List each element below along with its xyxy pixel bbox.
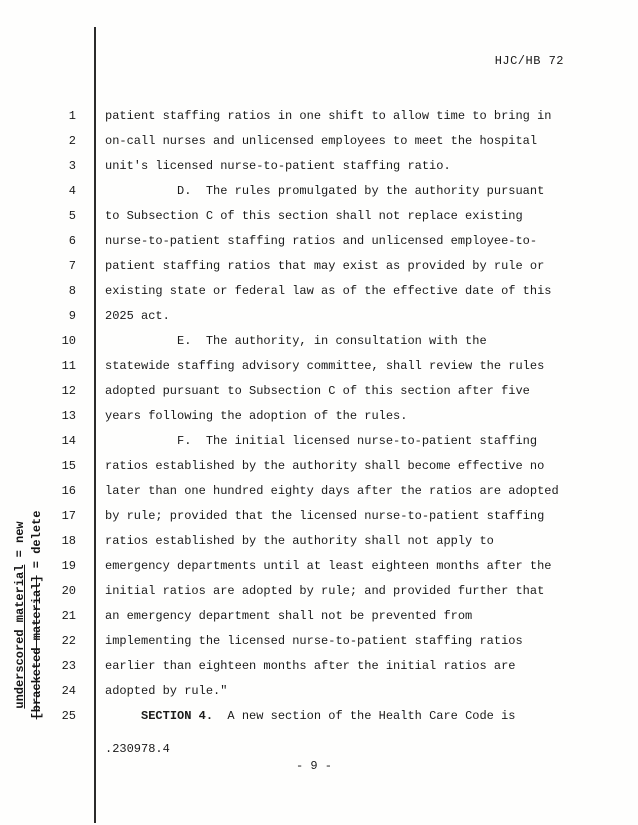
bill-line bbox=[0, 504, 638, 529]
bill-line bbox=[0, 604, 638, 629]
bill-line bbox=[0, 629, 638, 654]
line-number: 14 bbox=[61, 434, 76, 448]
line-number: 18 bbox=[61, 534, 76, 548]
bill-line bbox=[0, 304, 638, 329]
line-text: SECTION 4. A new section of the Health Care Code is bbox=[141, 709, 516, 723]
line-number: 15 bbox=[61, 459, 76, 473]
line-text: 2025 act. bbox=[105, 309, 170, 323]
line-number: 16 bbox=[61, 484, 76, 498]
bill-line bbox=[0, 279, 638, 304]
line-number: 19 bbox=[61, 559, 76, 573]
line-number: 10 bbox=[61, 334, 76, 348]
line-text: D. The rules promulgated by the authority pursuant bbox=[105, 184, 545, 198]
line-text: an emergency department shall not be prevented from bbox=[105, 609, 473, 623]
legend-new-styled: underscored material bbox=[13, 564, 27, 709]
legend-new-suffix: = new bbox=[13, 521, 27, 565]
line-text: emergency departments until at least eighteen months after the bbox=[105, 559, 552, 573]
bill-line bbox=[0, 154, 638, 179]
bill-line bbox=[0, 354, 638, 379]
line-number: 9 bbox=[68, 309, 76, 323]
line-text: existing state or federal law as of the effective date of this bbox=[105, 284, 552, 298]
line-number: 20 bbox=[61, 584, 76, 598]
section-heading: SECTION 4. bbox=[141, 709, 214, 723]
bill-line bbox=[0, 204, 638, 229]
bill-line bbox=[0, 679, 638, 704]
line-number: 22 bbox=[61, 634, 76, 648]
bill-line bbox=[0, 379, 638, 404]
line-text: adopted pursuant to Subsection C of this section after five bbox=[105, 384, 530, 398]
line-number: 13 bbox=[61, 409, 76, 423]
line-text: ratios established by the authority shall become effective no bbox=[105, 459, 545, 473]
line-number: 21 bbox=[61, 609, 76, 623]
line-text: to Subsection C of this section shall not replace existing bbox=[105, 209, 523, 223]
line-text: F. The initial licensed nurse-to-patient staffing bbox=[105, 434, 538, 448]
bill-text-lines bbox=[0, 104, 638, 729]
line-number: 2 bbox=[68, 134, 76, 148]
bill-line bbox=[0, 579, 638, 604]
bill-line bbox=[0, 329, 638, 354]
line-number: 12 bbox=[61, 384, 76, 398]
doc-reference: HJC/HB 72 bbox=[494, 54, 564, 68]
line-text: unit's licensed nurse-to-patient staffing ratio. bbox=[105, 159, 451, 173]
line-text: ratios established by the authority shall not apply to bbox=[105, 534, 494, 548]
bill-line bbox=[0, 429, 638, 454]
file-reference: .230978.4 bbox=[105, 742, 170, 756]
line-text: implementing the licensed nurse-to-patient staffing ratios bbox=[105, 634, 523, 648]
bill-line bbox=[0, 179, 638, 204]
legend-delete-styled: [bracketed material] bbox=[30, 575, 44, 720]
bill-line bbox=[0, 454, 638, 479]
line-number: 11 bbox=[61, 359, 76, 373]
legend-delete-suffix: = delete bbox=[30, 510, 44, 576]
bill-line bbox=[0, 129, 638, 154]
line-text: initial ratios are adopted by rule; and provided further that bbox=[105, 584, 545, 598]
line-number: 4 bbox=[68, 184, 76, 198]
bill-line bbox=[0, 554, 638, 579]
line-number: 23 bbox=[61, 659, 76, 673]
line-number: 8 bbox=[68, 284, 76, 298]
line-text: adopted by rule." bbox=[105, 684, 228, 698]
page-number: - 9 - bbox=[295, 759, 332, 773]
bill-line bbox=[0, 654, 638, 679]
line-number: 6 bbox=[68, 234, 76, 248]
line-text: years following the adoption of the rules. bbox=[105, 409, 408, 423]
line-text: patient staffing ratios in one shift to allow time to bring in bbox=[105, 109, 552, 123]
line-text: nurse-to-patient staffing ratios and unlicensed employee-to- bbox=[105, 234, 538, 248]
line-number: 7 bbox=[68, 259, 76, 273]
line-text: earlier than eighteen months after the initial ratios are bbox=[105, 659, 516, 673]
line-number: 24 bbox=[61, 684, 76, 698]
line-text: patient staffing ratios that may exist as provided by rule or bbox=[105, 259, 545, 273]
line-text: on-call nurses and unlicensed employees to meet the hospital bbox=[105, 134, 538, 148]
bill-line bbox=[0, 229, 638, 254]
bill-line bbox=[0, 254, 638, 279]
line-number: 1 bbox=[68, 109, 76, 123]
bill-line bbox=[0, 704, 638, 729]
bill-line bbox=[0, 404, 638, 429]
bill-line bbox=[0, 529, 638, 554]
line-number: 3 bbox=[68, 159, 76, 173]
line-text: statewide staffing advisory committee, shall review the rules bbox=[105, 359, 545, 373]
line-number: 17 bbox=[61, 509, 76, 523]
bill-line bbox=[0, 104, 638, 129]
line-number: 5 bbox=[68, 209, 76, 223]
bill-line bbox=[0, 479, 638, 504]
line-text: later than one hundred eighty days after the ratios are adopted bbox=[105, 484, 559, 498]
line-number: 25 bbox=[61, 709, 76, 723]
line-text: E. The authority, in consultation with the bbox=[105, 334, 487, 348]
line-text: by rule; provided that the licensed nurse-to-patient staffing bbox=[105, 509, 545, 523]
